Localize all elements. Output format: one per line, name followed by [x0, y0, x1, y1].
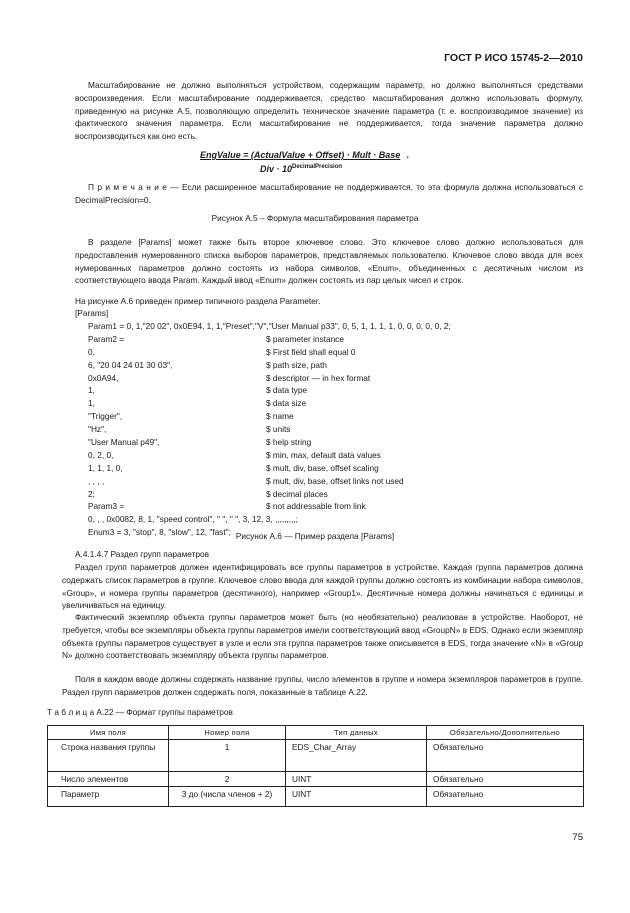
parameter-group-table [47, 725, 584, 807]
code-line [88, 397, 583, 410]
code-comment: $ mult, div, base, offset scaling [266, 462, 379, 473]
cell-field-number: 1 [169, 740, 286, 772]
table-row [48, 787, 584, 807]
code-value: 0, 2, 0, [88, 449, 114, 460]
code-line [88, 333, 583, 346]
params-tag: [Params] [75, 308, 109, 318]
cell-field-name: Строка названия группы [48, 740, 169, 772]
paragraph-scaling: Масштабирование не должно выполняться устройством, содержащим параметр, но должно выполняться средствами воспроизведения. Если масштабирование поддерживается, средство масштабирования должно использовать формулу, приведенную на рисунке А.5, позволяющую определить техническое значение параметра (т. е. воспроизводимое значение) из фактического значения параметра. Если масштабирование не поддерживается, тогда значение параметра должно воспроизводиться как оно есть. [75, 80, 583, 142]
code-comment: $ First field shall equal 0 [266, 346, 356, 357]
code-value: Param1 = 0, 1,"20 02", 0x0E94, 1, 1,"Preset","V","User Manual p33", 0, 5, 1, 1, 1, 1, 0, 0, 0, 0, 0, 2; [88, 321, 451, 331]
table-header-row [48, 726, 584, 740]
cell-field-number: 2 [169, 772, 286, 787]
code-comment: $ path size, path [266, 359, 327, 370]
code-comment: $ help string [266, 437, 312, 448]
formula-den-exp: DecimalPrecision [292, 164, 343, 170]
code-value: 6, "20 04 24 01 30 03", [88, 359, 173, 370]
code-value: Enum3 = 3, "stop", 8, "slow", 12, "fast"; [88, 527, 231, 538]
cell-data-type: EDS_Char_Array [286, 740, 427, 772]
paragraph-group-fields: Поля в каждом вводе должны содержать название группы, число элементов в группе и номера экземпляров параметров в группе. Раздел групп параметров должен содержать поля, показанные в таблице А.22. [62, 674, 583, 697]
code-value: 1, [88, 398, 95, 409]
code-value: 0, , , 0x0082, 8, 1, "speed control", " ", " ", 3, 12, 3, ,,,,,,,,,; [88, 514, 298, 525]
code-value: 2; [88, 488, 95, 499]
code-value: "Hz", [88, 424, 107, 435]
code-value: 1, 1, 1, 0, [88, 462, 123, 473]
cell-data-type: UINT [286, 787, 427, 807]
code-comment: $ name [266, 411, 294, 422]
formula-den-base: Div · 10 [260, 164, 293, 174]
col-field-name: Имя поля [48, 726, 169, 740]
code-value: Param2 = [88, 333, 125, 344]
cell-field-name: Число элементов [48, 772, 169, 787]
section-title: А.4.1.4.7 Раздел групп параметров [75, 549, 210, 559]
cell-field-number: 3 до (числа членов + 2) [169, 787, 286, 807]
table-row [48, 740, 584, 772]
page-number: 75 [572, 832, 583, 843]
col-data-type: Тип данных [286, 726, 427, 740]
code-line [88, 449, 583, 462]
page-header: ГОСТ Р ИСО 15745-2—2010 [444, 52, 583, 64]
table-row [48, 772, 584, 787]
code-line [88, 513, 583, 526]
code-line [88, 346, 583, 359]
code-comment: $ data type [266, 385, 308, 396]
cell-required: Обязательно [427, 740, 584, 772]
code-line [88, 436, 583, 449]
formula-denominator [260, 164, 342, 174]
col-field-number: Номер поля [169, 726, 286, 740]
code-line [88, 320, 583, 333]
code-comment: $ not addressable from link [266, 501, 366, 512]
code-value: 0x0A94, [88, 372, 119, 383]
code-value: "User Manual p49", [88, 437, 160, 448]
code-line [88, 359, 583, 372]
figure-caption-a6: Рисунок А.6 — Пример раздела [Params] [235, 531, 395, 541]
code-comment: $ min, max, default data values [266, 449, 381, 460]
code-line [88, 488, 583, 501]
code-comment: $ parameter instance [266, 333, 344, 344]
code-value: Param3 = [88, 501, 125, 512]
code-comment: $ data size [266, 398, 307, 409]
code-comment: $ units [266, 424, 291, 435]
cell-data-type: UINT [286, 772, 427, 787]
code-line [88, 462, 583, 475]
code-line [88, 423, 583, 436]
paragraph-group-instance: Фактический экземпляр объекта группы параметров может быть (но необязательно) реализован в устройстве. Наоборот, не требуется, чтобы все экземпляры объекта группы параметров имели соответствующий ввод «GroupN» в EDS. Однако если экземпляр объекта группы параметров существует в узле и если эта группа параметров также описывается в EDS, тогда значение «N» в «Group N» должно соответствовать экземпляру объекта группы параметров. [62, 612, 583, 661]
code-line [88, 372, 583, 385]
code-value: 1, [88, 385, 95, 396]
code-line [88, 500, 583, 513]
scaling-formula [200, 150, 410, 174]
cell-required: Обязательно [427, 772, 584, 787]
formula-end: . [406, 150, 410, 160]
table-caption: Т а б л и ц а А.22 — Формат группы параметров [47, 707, 233, 717]
code-comment: $ decimal places [266, 488, 328, 499]
code-value: 0, [88, 346, 95, 357]
col-required: Обязательно/Дополнительно [427, 726, 584, 740]
paragraph-params: В разделе [Params] может также быть второе ключевое слово. Это ключевое слово должно использоваться для предоставления нумерованного списка выборов параметров, представляемых пользователю. Ключевое слово ввода для всех нумерованных параметров должно состоять из набора символов, «Enum», объединенных с десятичным числом из соответствующего ввода Param. Каждый ввод «Enum» должен состоять из пар целых чисел и строк. [75, 237, 583, 286]
code-line [88, 475, 583, 488]
code-comment: $ mult, div, base, offset links not used [266, 475, 404, 486]
code-line [88, 384, 583, 397]
code-comment: $ descriptor — in hex format [266, 372, 371, 383]
params-code-block [88, 320, 583, 539]
formula-numerator: EngValue = (ActualValue + Offset) · Mult · Base [200, 150, 401, 160]
note: П р и м е ч а н и е — Если расширенное масштабирование не поддерживается, то эта формула должна использоваться с DecimalPrecision=0. [75, 182, 583, 205]
cell-required: Обязательно [427, 787, 584, 807]
paragraph-example-intro: На рисунке А.6 приведен пример типичного раздела Parameter. [75, 296, 321, 306]
cell-field-name: Параметр [48, 787, 169, 807]
paragraph-groups: Раздел групп параметров должен идентифицировать все группы параметров в устройстве. Каждая группа параметров должна содержать список параметров в группе. Ключевое слово ввода для каждой группы должно состоять из комбинации набора символов, «Group», и номера группы параметров (десятичного), например «Group1». Десятичные номера должны начинаться с единицы и увеличиваться на единицу. [62, 562, 583, 611]
figure-caption-a5: Рисунок А.5 – Формула масштабирования параметра [211, 213, 419, 223]
code-value: , , , , [88, 475, 105, 486]
code-line [88, 410, 583, 423]
code-value: "Trigger", [88, 411, 123, 422]
